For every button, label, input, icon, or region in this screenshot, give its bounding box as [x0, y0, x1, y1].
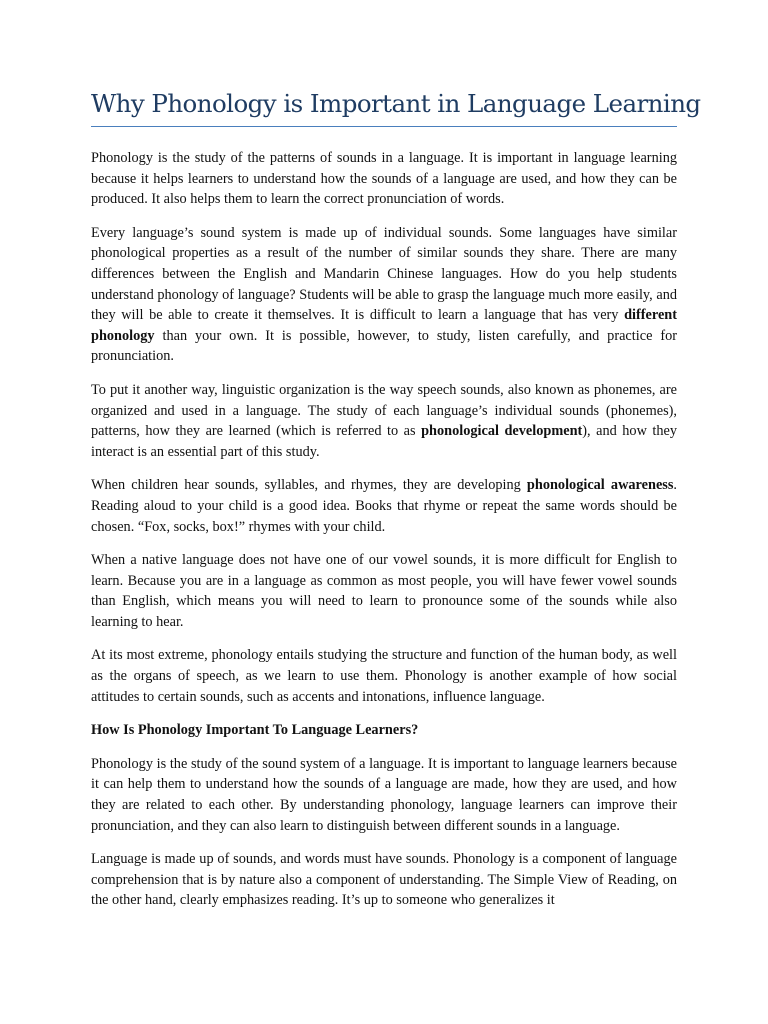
text-run: At its most extreme, phonology entails studying the structure and function of the human body, as well as the organs of speech, as we learn to use them. Phonology is another example of how social attitudes to certain sounds, such as accents and intonations, influence language.	[91, 647, 677, 705]
body-paragraph	[91, 550, 677, 632]
body-paragraph	[91, 645, 677, 707]
bold-term: different phonology	[91, 307, 677, 344]
document-title: Why Phonology is Important in Language Learning	[91, 88, 677, 127]
section-heading: How Is Phonology Important To Language Learners?	[91, 722, 419, 739]
bold-term: phonological awareness	[526, 477, 674, 494]
text-run: Language is made up of sounds, and words must have sounds. Phonology is a component of language comprehension that is by nature also a component of understanding. The Simple View of Reading, on the other hand, clearly emphasizes reading. It’s up to someone who generalizes it	[91, 851, 677, 909]
text-run: ), and how they interact is an essential part of this study.	[91, 423, 678, 460]
body-paragraph	[91, 380, 677, 462]
body-paragraph	[91, 849, 677, 911]
body-paragraph	[91, 475, 677, 537]
body-paragraph	[91, 148, 677, 210]
bold-term: phonological development	[421, 423, 583, 440]
text-run: Phonology is the study of the patterns of sounds in a language. It is important in language learning because it helps learners to understand how the sounds of a language are used, and how they can be produced. It also helps them to learn the correct pronunciation of words.	[91, 150, 677, 208]
body-paragraph	[91, 223, 677, 367]
document-page	[91, 88, 701, 924]
text-run: Every language’s sound system is made up of individual sounds. Some languages have similar phonological properties as a result of the number of similar sounds they share. There are many differences between the English and Mandarin Chinese languages. How do you help students understand phonology of language? Students will be able to grasp the language much more easily, and they will be able to create it themselves. It is difficult to learn a language that has very	[91, 224, 677, 324]
text-run: When children hear sounds, syllables, and rhymes, they are developing	[91, 477, 527, 494]
text-run: When a native language does not have one of our vowel sounds, it is more difficult for English to learn. Because you are in a language as common as most people, you will have fewer vowel sounds than English, which means you will need to learn to pronounce some of the sounds while also learning to hear.	[91, 552, 677, 630]
text-run: Phonology is the study of the sound system of a language. It is important to language learners because it can help them to understand how the sounds of a language are made, how they are used, and how they are related to each other. By understanding phonology, language learners can improve their pronunciation, and they can also learn to distinguish between different sounds in a language.	[91, 755, 677, 834]
text-run: . Reading aloud to your child is a good idea. Books that rhyme or repeat the same words should be chosen. “Fox, socks, box!” rhymes with your child.	[91, 477, 677, 535]
text-run: than your own. It is possible, however, to study, listen carefully, and practice for pronunciation.	[91, 327, 677, 365]
body-paragraph	[91, 754, 677, 836]
text-run: To put it another way, linguistic organization is the way speech sounds, also known as phonemes, are organized and used in a language. The study of each language’s individual sounds (phonemes), patterns, how they are learned (which is referred to as	[91, 381, 677, 440]
